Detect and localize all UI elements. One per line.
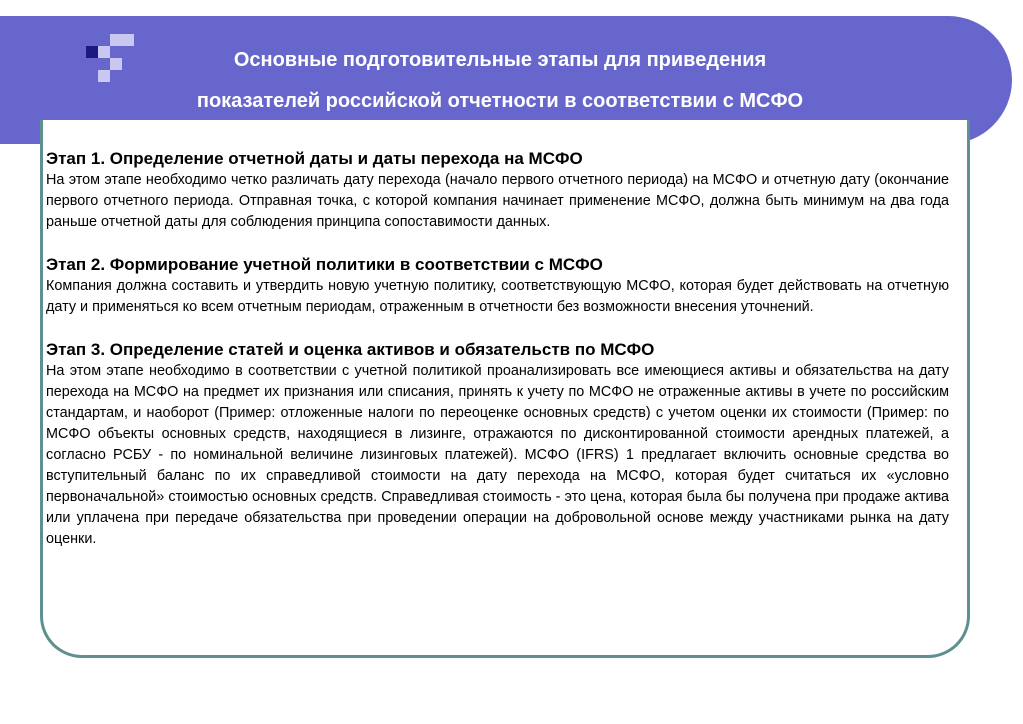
stage-section [46, 254, 949, 318]
page-title [140, 40, 860, 122]
squares-logo-icon [86, 34, 142, 90]
spacer [46, 233, 949, 254]
logo-square-light [98, 46, 110, 58]
logo-square-light [98, 70, 110, 82]
stage-section [46, 148, 949, 233]
stage-1-body: На этом этапе необходимо четко различать дату перехода (начало первого отчетного периода) на МСФО и отчетную дату (окончание первого отчетного периода. Отправная точка, с которой компания начинает применение МСФО, должна быть минимум на два года раньше отчетной даты для соблюдения принципа сопоставимости данных. [46, 172, 949, 230]
content-area [46, 148, 949, 550]
title-line-1: Основные подготовительные этапы для приведения [233, 49, 767, 71]
logo-square-light [110, 34, 122, 46]
stage-1-title: Этап 1. Определение отчетной даты и даты перехода на МСФО [46, 149, 583, 168]
logo-square-light [110, 58, 122, 70]
stage-section [46, 339, 949, 550]
title-line-2: показателей российской отчетности в соответствии с МСФО [196, 90, 804, 112]
stage-3-title: Этап 3. Определение статей и оценка активов и обязательств по МСФО [46, 340, 655, 359]
stage-3-body: На этом этапе необходимо в соответствии с учетной политикой проанализировать все имеющиеся активы и обязательства на дату перехода на МСФО на предмет их признания или списания, принять к учету по МСФО не отраженные активы в учете по российским стандартам, и наоборот (Пример: отложенные налоги по переоценке основных средств) с учетом оценки их стоимости (Пример: по МСФО объекты основных средств, находящиеся в лизинге, отражаются по дисконтированной стоимости арендных платежей, а согласно РСБУ - по номинальной величине лизинговых платежей). МСФО (IFRS) 1 предлагает включить основные средства во вступительный баланс по их справедливой стоимости на дату перехода на МСФО, которая будет считаться их «условно первоначальной» стоимостью основных средств. Справедливая стоимость - это цена, которая была бы получена при продаже актива или уплачена при передаче обязательства при проведении операции на добровольной основе между участниками рынка на дату оценки. [46, 363, 949, 547]
stage-2-body: Компания должна составить и утвердить новую учетную политику, соответствующую МСФО, которая будет действовать на отчетную дату и применяться ко всем отчетным периодам, отраженным в отчетности без возможности внесения уточнений. [46, 278, 949, 315]
spacer [46, 318, 949, 339]
logo-square-dark [86, 46, 98, 58]
logo-square-light [122, 34, 134, 46]
stage-2-title: Этап 2. Формирование учетной политики в соответствии с МСФО [46, 255, 603, 274]
